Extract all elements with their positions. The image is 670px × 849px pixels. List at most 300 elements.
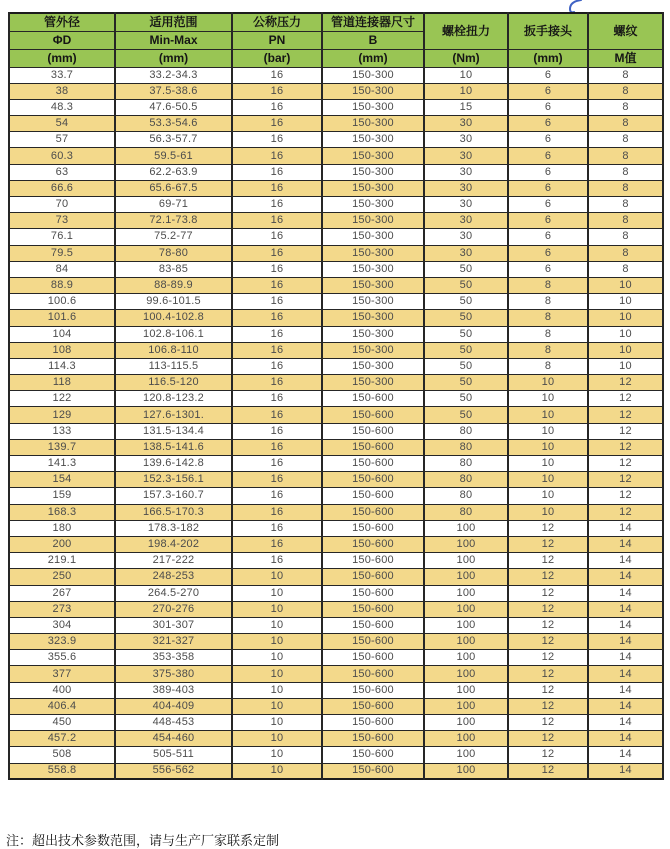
cell-applicable-range: 301-307	[115, 617, 232, 633]
cell-applicable-range: 248-253	[115, 569, 232, 585]
cell-outer-diameter: 323.9	[9, 634, 115, 650]
cell-bolt-torque: 100	[424, 666, 508, 682]
cell-wrench-joint: 12	[508, 617, 588, 633]
cell-applicable-range: 75.2-77	[115, 229, 232, 245]
cell-thread: 10	[588, 342, 663, 358]
cell-outer-diameter: 267	[9, 585, 115, 601]
unit-od: (mm)	[9, 49, 115, 67]
cell-bolt-torque: 80	[424, 423, 508, 439]
table-row	[9, 83, 663, 99]
cell-wrench-joint: 10	[508, 504, 588, 520]
cell-thread: 14	[588, 634, 663, 650]
cell-nominal-pressure: 10	[232, 634, 322, 650]
cell-thread: 8	[588, 67, 663, 83]
cell-nominal-pressure: 16	[232, 326, 322, 342]
cell-nominal-pressure: 16	[232, 277, 322, 293]
cell-outer-diameter: 114.3	[9, 358, 115, 374]
cell-bolt-torque: 30	[424, 164, 508, 180]
cell-thread: 12	[588, 423, 663, 439]
cell-nominal-pressure: 16	[232, 439, 322, 455]
cell-nominal-pressure: 10	[232, 747, 322, 763]
table-row	[9, 698, 663, 714]
cell-wrench-joint: 6	[508, 213, 588, 229]
header-wrench-joint: 扳手接头	[508, 13, 588, 49]
table-row	[9, 439, 663, 455]
cell-applicable-range: 106.8-110	[115, 342, 232, 358]
cell-outer-diameter: 48.3	[9, 99, 115, 115]
cell-applicable-range: 47.6-50.5	[115, 99, 232, 115]
cell-connector-size: 150-300	[322, 310, 424, 326]
cell-applicable-range: 127.6-1301.	[115, 407, 232, 423]
cell-applicable-range: 53.3-54.6	[115, 116, 232, 132]
cell-nominal-pressure: 16	[232, 197, 322, 213]
cell-wrench-joint: 10	[508, 407, 588, 423]
cell-applicable-range: 113-115.5	[115, 358, 232, 374]
cell-connector-size: 150-600	[322, 634, 424, 650]
cell-wrench-joint: 10	[508, 375, 588, 391]
cell-nominal-pressure: 16	[232, 488, 322, 504]
table-row	[9, 245, 663, 261]
cell-connector-size: 150-300	[322, 261, 424, 277]
table-row	[9, 277, 663, 293]
table-row	[9, 67, 663, 83]
cell-outer-diameter: 66.6	[9, 180, 115, 196]
cell-bolt-torque: 30	[424, 197, 508, 213]
cell-nominal-pressure: 16	[232, 132, 322, 148]
cell-wrench-joint: 6	[508, 245, 588, 261]
cell-wrench-joint: 12	[508, 666, 588, 682]
cell-connector-size: 150-600	[322, 472, 424, 488]
cell-wrench-joint: 6	[508, 99, 588, 115]
cell-applicable-range: 78-80	[115, 245, 232, 261]
cell-nominal-pressure: 10	[232, 731, 322, 747]
cell-nominal-pressure: 16	[232, 213, 322, 229]
cell-outer-diameter: 139.7	[9, 439, 115, 455]
cell-outer-diameter: 79.5	[9, 245, 115, 261]
cell-thread: 14	[588, 569, 663, 585]
cell-outer-diameter: 450	[9, 715, 115, 731]
cell-bolt-torque: 80	[424, 488, 508, 504]
cell-nominal-pressure: 16	[232, 67, 322, 83]
cell-bolt-torque: 30	[424, 132, 508, 148]
cell-thread: 8	[588, 180, 663, 196]
header-symbol-range: Min-Max	[115, 31, 232, 49]
cell-bolt-torque: 50	[424, 277, 508, 293]
cell-outer-diameter: 84	[9, 261, 115, 277]
cell-outer-diameter: 133	[9, 423, 115, 439]
cell-wrench-joint: 10	[508, 391, 588, 407]
cell-connector-size: 150-600	[322, 715, 424, 731]
cell-nominal-pressure: 16	[232, 116, 322, 132]
cell-wrench-joint: 12	[508, 650, 588, 666]
cell-wrench-joint: 10	[508, 423, 588, 439]
cell-outer-diameter: 200	[9, 536, 115, 552]
table-row	[9, 650, 663, 666]
cell-outer-diameter: 159	[9, 488, 115, 504]
cell-nominal-pressure: 16	[232, 456, 322, 472]
cell-bolt-torque: 30	[424, 180, 508, 196]
cell-thread: 14	[588, 698, 663, 714]
cell-thread: 10	[588, 294, 663, 310]
table-row	[9, 617, 663, 633]
table-row	[9, 391, 663, 407]
cell-nominal-pressure: 16	[232, 407, 322, 423]
cell-bolt-torque: 30	[424, 229, 508, 245]
header-row-title	[9, 13, 663, 31]
cell-wrench-joint: 12	[508, 698, 588, 714]
table-row	[9, 536, 663, 552]
cell-connector-size: 150-300	[322, 132, 424, 148]
cell-bolt-torque: 50	[424, 342, 508, 358]
cell-nominal-pressure: 10	[232, 617, 322, 633]
header-symbol-pn: PN	[232, 31, 322, 49]
cell-bolt-torque: 50	[424, 310, 508, 326]
cell-bolt-torque: 100	[424, 520, 508, 536]
cell-connector-size: 150-300	[322, 148, 424, 164]
cell-bolt-torque: 10	[424, 67, 508, 83]
cell-thread: 12	[588, 407, 663, 423]
cell-connector-size: 150-600	[322, 488, 424, 504]
cell-bolt-torque: 50	[424, 294, 508, 310]
cell-wrench-joint: 6	[508, 148, 588, 164]
cell-wrench-joint: 12	[508, 747, 588, 763]
cell-nominal-pressure: 10	[232, 698, 322, 714]
cell-bolt-torque: 100	[424, 536, 508, 552]
cell-connector-size: 150-600	[322, 456, 424, 472]
cell-outer-diameter: 70	[9, 197, 115, 213]
cell-outer-diameter: 168.3	[9, 504, 115, 520]
table-row	[9, 520, 663, 536]
cell-nominal-pressure: 16	[232, 261, 322, 277]
table-row	[9, 407, 663, 423]
cell-applicable-range: 100.4-102.8	[115, 310, 232, 326]
cell-bolt-torque: 100	[424, 650, 508, 666]
table-row	[9, 148, 663, 164]
cell-bolt-torque: 100	[424, 698, 508, 714]
table-row	[9, 197, 663, 213]
cell-outer-diameter: 73	[9, 213, 115, 229]
cell-nominal-pressure: 16	[232, 180, 322, 196]
cell-nominal-pressure: 10	[232, 650, 322, 666]
cell-nominal-pressure: 10	[232, 666, 322, 682]
cell-outer-diameter: 63	[9, 164, 115, 180]
cell-bolt-torque: 80	[424, 472, 508, 488]
cell-nominal-pressure: 16	[232, 164, 322, 180]
cell-wrench-joint: 8	[508, 326, 588, 342]
table-row	[9, 213, 663, 229]
cell-connector-size: 150-300	[322, 294, 424, 310]
header-nominal-pressure: 公称压力	[232, 13, 322, 31]
cell-bolt-torque: 30	[424, 148, 508, 164]
cell-bolt-torque: 100	[424, 682, 508, 698]
cell-thread: 14	[588, 747, 663, 763]
cell-connector-size: 150-300	[322, 342, 424, 358]
table-row	[9, 666, 663, 682]
cell-applicable-range: 99.6-101.5	[115, 294, 232, 310]
cell-thread: 14	[588, 715, 663, 731]
cell-nominal-pressure: 16	[232, 342, 322, 358]
cell-applicable-range: 389-403	[115, 682, 232, 698]
cell-nominal-pressure: 16	[232, 358, 322, 374]
cell-applicable-range: 139.6-142.8	[115, 456, 232, 472]
cell-applicable-range: 152.3-156.1	[115, 472, 232, 488]
cell-outer-diameter: 273	[9, 601, 115, 617]
cell-wrench-joint: 12	[508, 536, 588, 552]
cell-outer-diameter: 118	[9, 375, 115, 391]
cell-wrench-joint: 6	[508, 229, 588, 245]
cell-nominal-pressure: 10	[232, 715, 322, 731]
cell-outer-diameter: 122	[9, 391, 115, 407]
cell-outer-diameter: 250	[9, 569, 115, 585]
cell-applicable-range: 198.4-202	[115, 536, 232, 552]
cell-wrench-joint: 12	[508, 731, 588, 747]
header-symbol-b: B	[322, 31, 424, 49]
table-row	[9, 164, 663, 180]
cell-wrench-joint: 6	[508, 132, 588, 148]
cell-wrench-joint: 6	[508, 180, 588, 196]
cell-wrench-joint: 12	[508, 569, 588, 585]
cell-nominal-pressure: 16	[232, 245, 322, 261]
cell-thread: 10	[588, 277, 663, 293]
cell-applicable-range: 454-460	[115, 731, 232, 747]
cell-thread: 14	[588, 666, 663, 682]
header-bolt-torque: 螺栓扭力	[424, 13, 508, 49]
cell-outer-diameter: 104	[9, 326, 115, 342]
table-row	[9, 472, 663, 488]
cell-nominal-pressure: 16	[232, 294, 322, 310]
cell-connector-size: 150-300	[322, 326, 424, 342]
cell-nominal-pressure: 16	[232, 148, 322, 164]
cell-thread: 8	[588, 261, 663, 277]
table-row	[9, 180, 663, 196]
cell-connector-size: 150-300	[322, 116, 424, 132]
cell-applicable-range: 321-327	[115, 634, 232, 650]
cell-wrench-joint: 8	[508, 310, 588, 326]
table-row	[9, 634, 663, 650]
cell-connector-size: 150-600	[322, 763, 424, 779]
cell-applicable-range: 157.3-160.7	[115, 488, 232, 504]
cell-bolt-torque: 100	[424, 715, 508, 731]
cell-nominal-pressure: 16	[232, 536, 322, 552]
cell-outer-diameter: 108	[9, 342, 115, 358]
cell-nominal-pressure: 16	[232, 83, 322, 99]
cell-connector-size: 150-600	[322, 391, 424, 407]
cell-bolt-torque: 30	[424, 213, 508, 229]
cell-applicable-range: 448-453	[115, 715, 232, 731]
footer-note: 注：超出技术参数范围，请与生产厂家联系定制	[6, 833, 280, 848]
cell-wrench-joint: 12	[508, 585, 588, 601]
cell-connector-size: 150-600	[322, 682, 424, 698]
cell-applicable-range: 375-380	[115, 666, 232, 682]
cell-applicable-range: 353-358	[115, 650, 232, 666]
cell-applicable-range: 62.2-63.9	[115, 164, 232, 180]
cell-connector-size: 150-300	[322, 375, 424, 391]
cell-outer-diameter: 304	[9, 617, 115, 633]
cell-thread: 14	[588, 520, 663, 536]
cell-thread: 12	[588, 488, 663, 504]
header-outer-diameter: 管外径	[9, 13, 115, 31]
cell-bolt-torque: 80	[424, 456, 508, 472]
cell-applicable-range: 69-71	[115, 197, 232, 213]
cell-wrench-joint: 10	[508, 439, 588, 455]
cell-outer-diameter: 57	[9, 132, 115, 148]
cell-thread: 8	[588, 245, 663, 261]
cell-applicable-range: 166.5-170.3	[115, 504, 232, 520]
cell-wrench-joint: 6	[508, 83, 588, 99]
cell-bolt-torque: 10	[424, 83, 508, 99]
cell-thread: 12	[588, 456, 663, 472]
cell-connector-size: 150-300	[322, 197, 424, 213]
cell-thread: 12	[588, 472, 663, 488]
table-row	[9, 715, 663, 731]
cell-applicable-range: 138.5-141.6	[115, 439, 232, 455]
unit-thread: M值	[588, 49, 663, 67]
cell-connector-size: 150-300	[322, 164, 424, 180]
cell-nominal-pressure: 16	[232, 229, 322, 245]
cell-nominal-pressure: 10	[232, 763, 322, 779]
cell-connector-size: 150-600	[322, 536, 424, 552]
cell-applicable-range: 72.1-73.8	[115, 213, 232, 229]
cell-connector-size: 150-600	[322, 553, 424, 569]
cell-outer-diameter: 508	[9, 747, 115, 763]
cell-wrench-joint: 8	[508, 358, 588, 374]
cell-nominal-pressure: 16	[232, 423, 322, 439]
cell-applicable-range: 65.6-67.5	[115, 180, 232, 196]
cell-thread: 8	[588, 213, 663, 229]
cell-nominal-pressure: 16	[232, 472, 322, 488]
cell-connector-size: 150-600	[322, 601, 424, 617]
cell-connector-size: 150-300	[322, 213, 424, 229]
cell-bolt-torque: 80	[424, 504, 508, 520]
unit-wrench: (mm)	[508, 49, 588, 67]
table-row	[9, 310, 663, 326]
cell-applicable-range: 59.5-61	[115, 148, 232, 164]
cell-outer-diameter: 101.6	[9, 310, 115, 326]
cell-wrench-joint: 8	[508, 277, 588, 293]
table-row	[9, 601, 663, 617]
cell-wrench-joint: 8	[508, 342, 588, 358]
table-row	[9, 294, 663, 310]
cell-bolt-torque: 100	[424, 553, 508, 569]
cell-bolt-torque: 80	[424, 439, 508, 455]
cell-outer-diameter: 180	[9, 520, 115, 536]
cell-wrench-joint: 12	[508, 763, 588, 779]
cell-nominal-pressure: 10	[232, 682, 322, 698]
table-row	[9, 423, 663, 439]
cell-connector-size: 150-300	[322, 229, 424, 245]
cell-connector-size: 150-600	[322, 747, 424, 763]
table-row	[9, 553, 663, 569]
cell-wrench-joint: 6	[508, 197, 588, 213]
header-row-units	[9, 49, 663, 67]
cell-thread: 12	[588, 439, 663, 455]
cell-connector-size: 150-600	[322, 617, 424, 633]
table-row	[9, 504, 663, 520]
cell-connector-size: 150-300	[322, 67, 424, 83]
cell-outer-diameter: 60.3	[9, 148, 115, 164]
cell-applicable-range: 102.8-106.1	[115, 326, 232, 342]
cell-bolt-torque: 100	[424, 601, 508, 617]
cell-nominal-pressure: 10	[232, 601, 322, 617]
unit-b: (mm)	[322, 49, 424, 67]
cell-applicable-range: 83-85	[115, 261, 232, 277]
cell-connector-size: 150-600	[322, 504, 424, 520]
cell-bolt-torque: 50	[424, 407, 508, 423]
cell-thread: 10	[588, 310, 663, 326]
cell-applicable-range: 37.5-38.6	[115, 83, 232, 99]
cell-thread: 8	[588, 148, 663, 164]
table-row	[9, 488, 663, 504]
table-row	[9, 375, 663, 391]
cell-thread: 8	[588, 197, 663, 213]
cell-outer-diameter: 406.4	[9, 698, 115, 714]
cell-applicable-range: 120.8-123.2	[115, 391, 232, 407]
cell-connector-size: 150-300	[322, 99, 424, 115]
table-row	[9, 99, 663, 115]
cell-connector-size: 150-300	[322, 358, 424, 374]
cell-outer-diameter: 154	[9, 472, 115, 488]
cell-outer-diameter: 33.7	[9, 67, 115, 83]
cell-connector-size: 150-600	[322, 650, 424, 666]
cell-outer-diameter: 76.1	[9, 229, 115, 245]
cell-outer-diameter: 88.9	[9, 277, 115, 293]
cell-outer-diameter: 457.2	[9, 731, 115, 747]
cell-outer-diameter: 54	[9, 116, 115, 132]
cell-outer-diameter: 219.1	[9, 553, 115, 569]
cell-bolt-torque: 50	[424, 261, 508, 277]
cell-applicable-range: 404-409	[115, 698, 232, 714]
cell-thread: 14	[588, 763, 663, 779]
cell-outer-diameter: 377	[9, 666, 115, 682]
cell-applicable-range: 505-511	[115, 747, 232, 763]
cell-connector-size: 150-300	[322, 277, 424, 293]
cell-connector-size: 150-600	[322, 731, 424, 747]
cell-thread: 8	[588, 164, 663, 180]
cell-nominal-pressure: 16	[232, 504, 322, 520]
cell-bolt-torque: 100	[424, 569, 508, 585]
cell-applicable-range: 56.3-57.7	[115, 132, 232, 148]
table-row	[9, 132, 663, 148]
cell-outer-diameter: 558.8	[9, 763, 115, 779]
header-symbol-od: ΦD	[9, 31, 115, 49]
unit-torque: (Nm)	[424, 49, 508, 67]
cell-bolt-torque: 100	[424, 731, 508, 747]
cell-nominal-pressure: 16	[232, 310, 322, 326]
cell-thread: 14	[588, 731, 663, 747]
header-thread: 螺纹	[588, 13, 663, 49]
cell-thread: 14	[588, 650, 663, 666]
header-connector-size: 管道连接器尺寸	[322, 13, 424, 31]
cell-applicable-range: 217-222	[115, 553, 232, 569]
cell-connector-size: 150-300	[322, 245, 424, 261]
cell-thread: 10	[588, 358, 663, 374]
cell-nominal-pressure: 16	[232, 520, 322, 536]
cell-nominal-pressure: 16	[232, 375, 322, 391]
cell-wrench-joint: 12	[508, 634, 588, 650]
cell-outer-diameter: 141.3	[9, 456, 115, 472]
cell-applicable-range: 131.5-134.4	[115, 423, 232, 439]
cell-connector-size: 150-600	[322, 666, 424, 682]
cell-bolt-torque: 100	[424, 585, 508, 601]
table-row	[9, 763, 663, 779]
header-applicable-range: 适用范围	[115, 13, 232, 31]
cell-connector-size: 150-600	[322, 698, 424, 714]
cell-thread: 14	[588, 585, 663, 601]
cell-outer-diameter: 400	[9, 682, 115, 698]
cell-thread: 14	[588, 601, 663, 617]
table-row	[9, 456, 663, 472]
cell-connector-size: 150-600	[322, 569, 424, 585]
